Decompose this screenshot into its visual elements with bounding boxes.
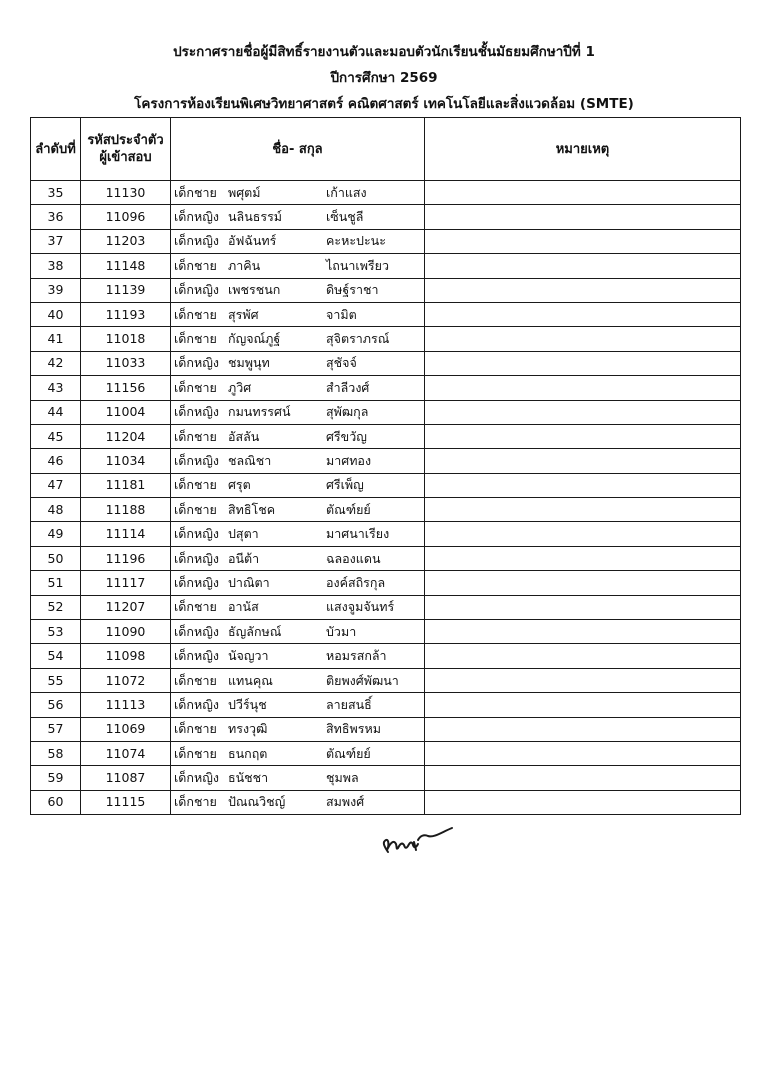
order-cell: 46 xyxy=(31,449,81,473)
name-title: เด็กหญิง xyxy=(174,404,219,420)
table-row xyxy=(31,668,741,692)
order-cell: 54 xyxy=(31,644,81,668)
remark-cell xyxy=(425,376,741,400)
exam-code-cell: 11156 xyxy=(81,376,171,400)
first-name: อนีต้า xyxy=(228,550,260,566)
name-cell xyxy=(171,278,425,302)
remark-cell xyxy=(425,424,741,448)
table-row xyxy=(31,522,741,546)
name-title: เด็กหญิง xyxy=(174,452,219,468)
name-title: เด็กหญิง xyxy=(174,233,219,249)
exam-code-cell: 11018 xyxy=(81,327,171,351)
order-cell: 42 xyxy=(31,351,81,375)
exam-code-cell: 11090 xyxy=(81,620,171,644)
table-row xyxy=(31,351,741,375)
column-header-remark: หมายเหตุ xyxy=(425,118,741,181)
order-cell: 49 xyxy=(31,522,81,546)
order-cell: 43 xyxy=(31,376,81,400)
name-title: เด็กชาย xyxy=(174,745,217,761)
first-name: สุรพัศ xyxy=(228,306,259,322)
order-cell: 56 xyxy=(31,693,81,717)
first-name: เพชรชนก xyxy=(228,282,281,298)
first-name: ปสุตา xyxy=(228,526,259,542)
name-cell xyxy=(171,546,425,570)
exam-code-cell: 11004 xyxy=(81,400,171,424)
table-row xyxy=(31,278,741,302)
name-title: เด็กชาย xyxy=(174,331,217,347)
order-cell: 37 xyxy=(31,229,81,253)
first-name: พศุตม์ xyxy=(228,184,261,200)
name-cell xyxy=(171,498,425,522)
table-row xyxy=(31,205,741,229)
name-cell xyxy=(171,790,425,814)
remark-cell xyxy=(425,254,741,278)
remark-cell xyxy=(425,620,741,644)
table-header-row xyxy=(31,118,741,181)
first-name: อัฟฉันทร์ xyxy=(228,233,277,249)
first-name: ปัณณวิชญ์ xyxy=(228,794,286,810)
exam-code-cell: 11139 xyxy=(81,278,171,302)
program-name: โครงการห้องเรียนพิเศษวิทยาศาสตร์ คณิตศาสตร์ เทคโนโลยีและสิ่งแวดล้อม (SMTE) xyxy=(134,96,634,112)
table-row xyxy=(31,693,741,717)
last-name: ติยพงศ์พัฒนา xyxy=(326,672,399,688)
first-name: อัสลัน xyxy=(228,428,260,444)
remark-cell xyxy=(425,181,741,205)
name-cell xyxy=(171,473,425,497)
name-cell xyxy=(171,741,425,765)
first-name: ปาณิตา xyxy=(228,574,270,590)
remark-cell xyxy=(425,498,741,522)
first-name: ปวีร์นุช xyxy=(228,696,267,712)
exam-code-cell: 11130 xyxy=(81,181,171,205)
name-title: เด็กชาย xyxy=(174,599,217,615)
last-name: คะหะปะนะ xyxy=(326,233,386,249)
last-name: มาศทอง xyxy=(326,452,372,468)
name-cell xyxy=(171,668,425,692)
exam-code-cell: 11072 xyxy=(81,668,171,692)
last-name: ฉลองแดน xyxy=(326,550,381,566)
last-name: แสงจูมจันทร์ xyxy=(326,599,395,615)
last-name: สุพัฒกุล xyxy=(326,404,369,420)
name-cell xyxy=(171,717,425,741)
last-name: ตัณฑ์ยย์ xyxy=(326,745,371,761)
exam-code-cell: 11188 xyxy=(81,498,171,522)
remark-cell xyxy=(425,790,741,814)
table-row xyxy=(31,181,741,205)
remark-cell xyxy=(425,327,741,351)
name-cell xyxy=(171,595,425,619)
name-title: เด็กหญิง xyxy=(174,355,219,371)
name-cell xyxy=(171,302,425,326)
name-title: เด็กชาย xyxy=(174,794,217,810)
remark-cell xyxy=(425,741,741,765)
table-row xyxy=(31,302,741,326)
table-row xyxy=(31,473,741,497)
last-name: สุชัจจ์ xyxy=(326,355,357,371)
order-cell: 55 xyxy=(31,668,81,692)
order-cell: 35 xyxy=(31,181,81,205)
order-cell: 48 xyxy=(31,498,81,522)
name-cell xyxy=(171,449,425,473)
table-row xyxy=(31,620,741,644)
name-cell xyxy=(171,229,425,253)
order-cell: 41 xyxy=(31,327,81,351)
name-title: เด็กชาย xyxy=(174,501,217,517)
name-title: เด็กหญิง xyxy=(174,282,219,298)
column-header-name: ชื่อ- สกุล xyxy=(171,118,425,181)
first-name: อานัส xyxy=(228,599,259,615)
name-title: เด็กชาย xyxy=(174,379,217,395)
remark-cell xyxy=(425,205,741,229)
table-row xyxy=(31,546,741,570)
column-header-exam-code xyxy=(81,118,171,181)
exam-code-cell: 11113 xyxy=(81,693,171,717)
order-cell: 53 xyxy=(31,620,81,644)
first-name: นลินธรรม์ xyxy=(228,209,283,225)
exam-code-cell: 11196 xyxy=(81,546,171,570)
name-title: เด็กหญิง xyxy=(174,526,219,542)
name-title: เด็กหญิง xyxy=(174,696,219,712)
exam-code-cell: 11203 xyxy=(81,229,171,253)
order-cell: 39 xyxy=(31,278,81,302)
name-cell xyxy=(171,693,425,717)
announcement-title: ประกาศรายชื่อผู้มีสิทธิ์รายงานตัวและมอบตัวนักเรียนชั้นมัธยมศึกษาปีที่ 1 xyxy=(173,44,595,60)
exam-code-cell: 11204 xyxy=(81,424,171,448)
name-title: เด็กชาย xyxy=(174,184,217,200)
table-row xyxy=(31,766,741,790)
first-name: ชมพูนุท xyxy=(228,355,270,371)
first-name: แทนคุณ xyxy=(228,672,273,688)
last-name: ศรีเพ็ญ xyxy=(326,477,364,493)
order-cell: 40 xyxy=(31,302,81,326)
table-body xyxy=(31,181,741,815)
remark-cell xyxy=(425,229,741,253)
last-name: สิทธิพรหม xyxy=(326,721,381,737)
order-cell: 59 xyxy=(31,766,81,790)
exam-code-cell: 11148 xyxy=(81,254,171,278)
last-name: สมพงศ์ xyxy=(326,794,365,810)
first-name: กัญจณ์ภูฐ์ xyxy=(228,331,281,347)
first-name: นัจญวา xyxy=(228,648,269,664)
name-title: เด็กชาย xyxy=(174,672,217,688)
remark-cell xyxy=(425,522,741,546)
name-title: เด็กชาย xyxy=(174,428,217,444)
order-cell: 44 xyxy=(31,400,81,424)
remark-cell xyxy=(425,644,741,668)
name-cell xyxy=(171,424,425,448)
name-cell xyxy=(171,400,425,424)
order-cell: 47 xyxy=(31,473,81,497)
last-name: หอมรสกล้า xyxy=(326,648,387,664)
exam-code-cell: 11114 xyxy=(81,522,171,546)
name-cell xyxy=(171,205,425,229)
table-row xyxy=(31,424,741,448)
last-name: เซ็นชูลี xyxy=(326,209,364,225)
table-row xyxy=(31,717,741,741)
name-title: เด็กหญิง xyxy=(174,623,219,639)
table-row xyxy=(31,229,741,253)
table-row xyxy=(31,254,741,278)
first-name: ภูวิศ xyxy=(228,379,252,395)
table-row xyxy=(31,498,741,522)
name-title: เด็กหญิง xyxy=(174,770,219,786)
last-name: ไถนาเพรียว xyxy=(326,257,389,273)
last-name: ตัณฑ์ยย์ xyxy=(326,501,371,517)
name-cell xyxy=(171,181,425,205)
name-cell xyxy=(171,766,425,790)
table-row xyxy=(31,376,741,400)
last-name: สำลีวงศ์ xyxy=(326,379,370,395)
last-name: ลายสนธิ์ xyxy=(326,696,372,712)
remark-cell xyxy=(425,278,741,302)
table-row xyxy=(31,644,741,668)
name-cell xyxy=(171,620,425,644)
remark-cell xyxy=(425,595,741,619)
order-cell: 36 xyxy=(31,205,81,229)
table-row xyxy=(31,595,741,619)
name-cell xyxy=(171,351,425,375)
first-name: สิทธิโชค xyxy=(228,501,276,517)
name-cell xyxy=(171,254,425,278)
remark-cell xyxy=(425,400,741,424)
order-cell: 51 xyxy=(31,571,81,595)
first-name: ธนัชชา xyxy=(228,770,269,786)
remark-cell xyxy=(425,546,741,570)
column-header-order: ลำดับที่ xyxy=(31,118,81,181)
name-title: เด็กหญิง xyxy=(174,550,219,566)
remark-cell xyxy=(425,766,741,790)
exam-code-cell: 11117 xyxy=(81,571,171,595)
name-title: เด็กชาย xyxy=(174,306,217,322)
remark-cell xyxy=(425,571,741,595)
name-cell xyxy=(171,644,425,668)
table-row xyxy=(31,327,741,351)
table-row xyxy=(31,571,741,595)
last-name: จามิต xyxy=(326,306,357,322)
exam-code-cell: 11181 xyxy=(81,473,171,497)
name-cell xyxy=(171,327,425,351)
column-header-exam-code-line1: รหัสประจำตัว xyxy=(87,133,164,148)
handwritten-signature-icon xyxy=(378,826,458,860)
last-name: บัวมา xyxy=(326,623,357,639)
exam-code-cell: 11207 xyxy=(81,595,171,619)
name-title: เด็กหญิง xyxy=(174,574,219,590)
order-cell: 60 xyxy=(31,790,81,814)
first-name: ศรุต xyxy=(228,477,251,493)
exam-code-cell: 11193 xyxy=(81,302,171,326)
last-name: มาศนาเรียง xyxy=(326,526,390,542)
table-row xyxy=(31,400,741,424)
exam-code-cell: 11096 xyxy=(81,205,171,229)
name-cell xyxy=(171,376,425,400)
order-cell: 57 xyxy=(31,717,81,741)
last-name: ดิษฐ์ราชา xyxy=(326,282,379,298)
remark-cell xyxy=(425,473,741,497)
exam-code-cell: 11087 xyxy=(81,766,171,790)
order-cell: 45 xyxy=(31,424,81,448)
first-name: ทรงวุฒิ xyxy=(228,721,268,737)
remark-cell xyxy=(425,693,741,717)
name-cell xyxy=(171,571,425,595)
order-cell: 50 xyxy=(31,546,81,570)
last-name: เก้าแสง xyxy=(326,184,367,200)
first-name: กมนทรรศน์ xyxy=(228,404,291,420)
last-name: ศรีขวัญ xyxy=(326,428,367,444)
last-name: องค์สถิรกุล xyxy=(326,574,386,590)
name-title: เด็กหญิง xyxy=(174,209,219,225)
name-title: เด็กหญิง xyxy=(174,648,219,664)
remark-cell xyxy=(425,668,741,692)
name-title: เด็กชาย xyxy=(174,477,217,493)
exam-code-cell: 11034 xyxy=(81,449,171,473)
name-title: เด็กชาย xyxy=(174,721,217,737)
column-header-exam-code-line2: ผู้เข้าสอบ xyxy=(99,150,152,165)
academic-year: ปีการศึกษา 2569 xyxy=(330,70,438,86)
last-name: สุจิตราภรณ์ xyxy=(326,331,390,347)
student-roster-table xyxy=(30,117,741,815)
remark-cell xyxy=(425,302,741,326)
first-name: ธัญลักษณ์ xyxy=(228,623,282,639)
remark-cell xyxy=(425,351,741,375)
table-row xyxy=(31,741,741,765)
remark-cell xyxy=(425,449,741,473)
order-cell: 52 xyxy=(31,595,81,619)
exam-code-cell: 11115 xyxy=(81,790,171,814)
exam-code-cell: 11069 xyxy=(81,717,171,741)
exam-code-cell: 11098 xyxy=(81,644,171,668)
table-row xyxy=(31,449,741,473)
exam-code-cell: 11074 xyxy=(81,741,171,765)
order-cell: 58 xyxy=(31,741,81,765)
last-name: ชุมพล xyxy=(326,770,359,786)
first-name: ชลณิชา xyxy=(228,452,272,468)
exam-code-cell: 11033 xyxy=(81,351,171,375)
first-name: ธนกฤต xyxy=(228,745,268,761)
table-row xyxy=(31,790,741,814)
first-name: ภาคิน xyxy=(228,257,261,273)
name-title: เด็กชาย xyxy=(174,257,217,273)
remark-cell xyxy=(425,717,741,741)
order-cell: 38 xyxy=(31,254,81,278)
name-cell xyxy=(171,522,425,546)
